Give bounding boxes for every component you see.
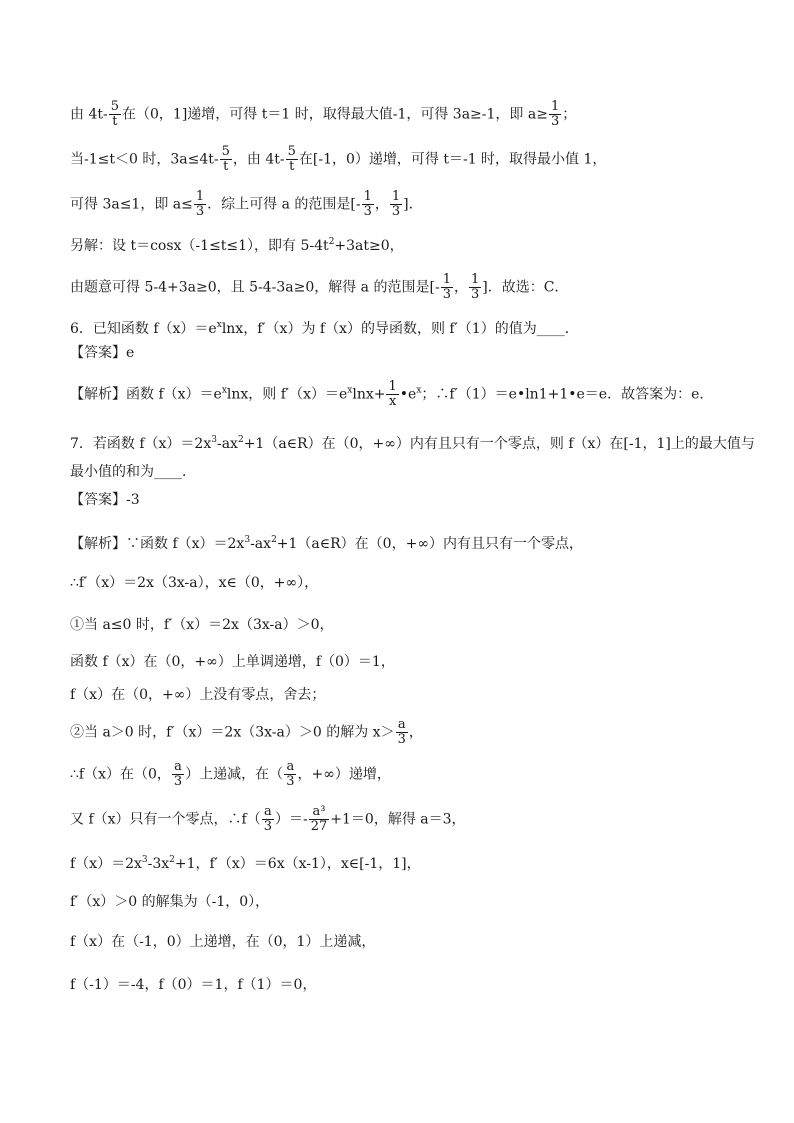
text-segment: +1，f′（x）＝6x（x-1），x∈[-1，1]，	[174, 856, 421, 872]
fraction	[286, 145, 298, 174]
fraction-numerator: a	[174, 759, 182, 774]
text-segment: 在[-1，0）递增，可得 t＝-1 时，取得最小值 1，	[298, 151, 607, 168]
text-line	[70, 932, 754, 952]
fraction	[284, 760, 296, 789]
text-line	[70, 760, 754, 789]
text-segment: +1＝0，解得 a＝3，	[330, 811, 466, 828]
text-line	[70, 273, 754, 302]
text-line	[70, 232, 754, 256]
text-line	[70, 315, 754, 339]
fraction-numerator: 1	[195, 189, 205, 204]
text-segment: 最小值的和为____．	[70, 464, 196, 480]
text-segment: 又 f（x）只有一个零点，∴f（	[70, 811, 261, 828]
fraction-denominator: 3	[173, 774, 183, 789]
superscript: x	[216, 320, 222, 330]
fraction-denominator: t	[220, 159, 232, 174]
fraction-numerator: 5	[287, 144, 296, 159]
superscript: x	[221, 385, 227, 396]
text-segment: ②当 a＞0 时，f′（x）＝2x（3x-a）＞0 的解为 x＞	[70, 724, 395, 741]
fraction	[194, 190, 206, 219]
text-line	[70, 805, 754, 834]
text-segment: ）上递减，在（	[185, 766, 284, 783]
fraction	[469, 273, 481, 302]
text-segment: 7．若函数 f（x）＝2x	[70, 436, 212, 452]
text-segment: f（x）在（-1，0）上递增，在（0，1）上递减，	[70, 934, 376, 950]
fraction	[172, 760, 184, 789]
text-segment: ]．	[403, 196, 423, 213]
text-line	[70, 380, 754, 409]
fraction-numerator: 1	[363, 189, 372, 204]
text-segment: +1（a∈R）在（0，+∞）内有且只有一个零点，	[276, 536, 583, 552]
text-segment: 当-1≤t＜0 时，3a≤4t-	[70, 151, 219, 168]
text-segment: 函数 f（x）在（0，+∞）上单调递增，f（0）＝1，	[70, 654, 395, 670]
fraction-denominator: 3	[442, 287, 451, 302]
text-segment: ；	[562, 106, 577, 123]
text-segment: 由题意可得 5-4+3a≥0，且 5-4-3a≥0，解得 a 的范围是[-	[70, 279, 440, 296]
text-segment: ．综上可得 a 的范围是[-	[207, 196, 361, 213]
superscript: 2	[328, 237, 335, 247]
text-segment: +1（a∈R）在（0，+∞）内有且只有一个零点，则 f（x）在[-1，1]上的最大值与	[243, 436, 755, 452]
text-segment: ，由 4t-	[232, 151, 285, 168]
text-segment: 【答案】e	[70, 345, 135, 361]
fraction-denominator: 3	[195, 204, 205, 219]
text-segment: ，	[408, 724, 423, 741]
text-line	[70, 975, 754, 995]
fraction-numerator: a	[397, 717, 406, 732]
text-line	[70, 652, 754, 672]
text-line	[70, 100, 754, 129]
text-segment: 在（0，1]递增，可得 t＝1 时，取得最大值-1，可得 3a≥-1，即 a≥	[122, 106, 548, 123]
fraction-numerator: 1	[470, 272, 480, 287]
text-segment: 由 4t-	[70, 106, 108, 123]
text-line	[70, 850, 754, 874]
text-segment: 另解：设 t＝cosx（-1≤t≤1），即有 5-4t	[70, 238, 329, 254]
fraction-denominator: t	[109, 114, 121, 129]
fraction	[386, 380, 398, 409]
superscript: x	[347, 385, 353, 396]
fraction-denominator: 3	[391, 204, 401, 219]
text-line	[70, 145, 754, 174]
fraction-numerator: 5	[110, 99, 119, 114]
superscript: 3	[211, 435, 217, 445]
text-segment: lnx+	[352, 386, 386, 403]
text-line	[70, 190, 754, 219]
text-line	[70, 490, 754, 510]
fraction	[390, 190, 402, 219]
fraction	[109, 100, 121, 129]
fraction-numerator: a	[263, 804, 272, 819]
fraction-denominator: t	[286, 159, 298, 174]
text-segment: 【解析】∵函数 f（x）＝2x	[70, 536, 245, 552]
superscript: 2	[271, 535, 277, 545]
text-segment: •e	[399, 386, 417, 403]
text-segment: ]．故选：C．	[482, 279, 569, 296]
fraction-denominator: x	[386, 394, 398, 409]
text-segment: 【答案】-3	[70, 492, 140, 508]
text-segment: -ax	[216, 436, 238, 452]
text-segment: ∴f（x）在（0，	[70, 766, 171, 783]
fraction-denominator: 3	[470, 287, 480, 302]
text-segment: f′（x）＞0 的解集为（-1，0），	[70, 894, 270, 910]
fraction-denominator: 3	[550, 114, 560, 129]
text-segment: 可得 3a≤1，即 a≤	[70, 196, 193, 213]
text-segment: f（x）在（0，+∞）上没有零点，舍去；	[70, 687, 326, 703]
fraction-numerator: 1	[388, 379, 397, 394]
fraction	[441, 273, 453, 302]
superscript: x	[416, 385, 422, 396]
text-segment: ）＝-	[275, 811, 308, 828]
text-line	[70, 430, 754, 454]
text-line	[70, 615, 754, 635]
superscript: 2	[169, 855, 175, 865]
fraction	[396, 718, 408, 747]
text-segment: ，	[453, 279, 468, 296]
text-segment: f（x）＝2x	[70, 856, 142, 872]
text-segment: lnx，f′（x）为 f（x）的导函数，则 f′（1）的值为____．	[221, 321, 579, 337]
text-segment: ，+∞）递增，	[297, 766, 391, 783]
text-line	[70, 718, 754, 747]
text-segment: -ax	[250, 536, 272, 552]
text-line	[70, 892, 754, 912]
fraction-denominator: 3	[397, 732, 406, 747]
fraction	[262, 805, 274, 834]
fraction-numerator: 1	[550, 99, 560, 114]
fraction	[549, 100, 561, 129]
text-segment: 【解析】函数 f（x）＝e	[70, 386, 222, 403]
fraction-denominator: 27	[310, 819, 328, 834]
text-segment: lnx，则 f′（x）＝e	[226, 386, 348, 403]
text-segment: -3x	[147, 856, 170, 872]
text-line	[70, 685, 754, 705]
text-segment: ①当 a≤0 时，f′（x）＝2x（3x-a）＞0，	[70, 617, 334, 633]
fraction	[362, 190, 374, 219]
fraction-denominator: 3	[263, 819, 272, 834]
superscript: 2	[237, 435, 244, 445]
text-segment: +3at≥0，	[334, 238, 404, 254]
fraction-denominator: 3	[286, 774, 295, 789]
fraction	[220, 145, 232, 174]
text-segment: 6．已知函数 f（x）＝e	[70, 321, 217, 337]
text-line	[70, 530, 754, 554]
text-line	[70, 462, 754, 482]
fraction-numerator: 1	[442, 272, 451, 287]
superscript: 3	[244, 535, 251, 545]
fraction-numerator: 5	[221, 144, 230, 159]
fraction	[309, 805, 330, 834]
text-segment: ，	[374, 196, 389, 213]
text-line	[70, 573, 754, 593]
text-segment: ；∴f′（1）＝e•ln1+1•e＝e．故答案为：e．	[421, 386, 714, 403]
superscript: 3	[141, 855, 148, 865]
fraction-numerator: a³	[312, 804, 326, 819]
fraction-numerator: a	[286, 759, 295, 774]
text-line	[70, 343, 754, 363]
text-segment: ∴f′（x）＝2x（3x-a），x∈（0，+∞），	[70, 575, 319, 591]
fraction-numerator: 1	[391, 189, 401, 204]
fraction-denominator: 3	[363, 204, 372, 219]
text-segment: f（-1）＝-4，f（0）＝1，f（1）＝0，	[70, 977, 317, 993]
